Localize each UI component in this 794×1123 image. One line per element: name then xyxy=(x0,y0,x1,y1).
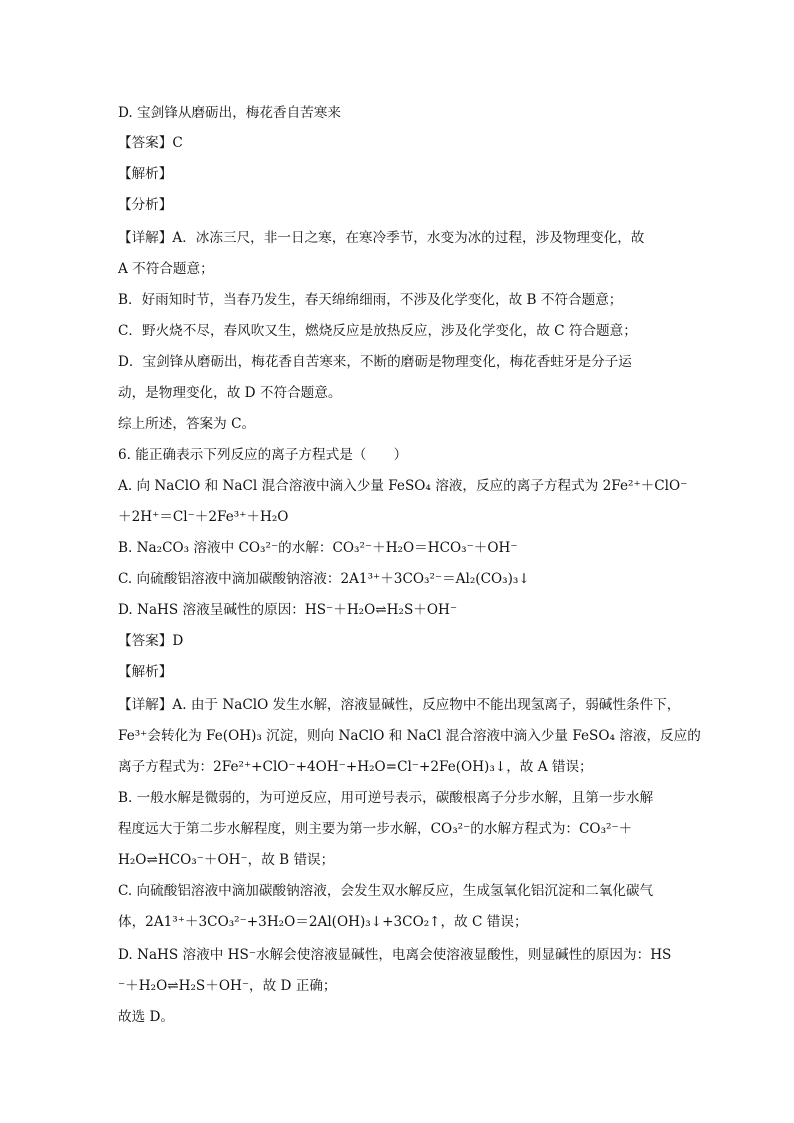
detail-a-cont: A 不符合题意； xyxy=(118,261,214,277)
q6-option-a-cont: ＋2H⁺＝Cl⁻＋2Fe³⁺＋H₂O xyxy=(118,509,289,525)
q6-detail-a-line1: 【详解】A. 由于 NaClO 发生水解，溶液显碱性，反应物中不能出现氢离子，弱碱性条件下， xyxy=(118,697,681,713)
detail-c-line: C．野火烧不尽，春风吹又生，燃烧反应是放热反应，涉及化学变化，故 C 符合题意； xyxy=(118,323,637,339)
q6-conclusion: 故选 D。 xyxy=(118,1009,175,1025)
q6-analysis-heading: 【解析】 xyxy=(118,664,173,680)
detail-b-line: B．好雨知时节，当春乃发生，春天绵绵细雨，不涉及化学变化，故 B 不符合题意； xyxy=(118,292,623,308)
q6-option-b: B. Na₂CO₃ 溶液中 CO₃²⁻的水解：CO₃²⁻＋H₂O＝HCO₃⁻＋OH⁻ xyxy=(118,540,518,556)
q6-detail-b-line3: H₂O⇌HCO₃⁻＋OH⁻，故 B 错误； xyxy=(118,852,335,868)
q6-answer-label: 【答案】D xyxy=(118,633,184,649)
q6-detail-a-line2: Fe³⁺会转化为 Fe(OH)₃ 沉淀，则向 NaClO 和 NaCl 混合溶液中滴入少量 FeSO₄ 溶液，反应的 xyxy=(118,728,701,744)
option-d-line: D. 宝剑锋从磨砺出，梅花香自苦寒来 xyxy=(118,105,341,121)
detail-a-line: 【详解】A．冰冻三尺，非一日之寒，在寒冷季节，水变为冰的过程，涉及物理变化，故 xyxy=(118,230,645,246)
q6-detail-a-line3: 离子方程式为：2Fe²⁺+ClO⁻+4OH⁻+H₂O=Cl⁻+2Fe(OH)₃↓，故 A 错误； xyxy=(118,759,593,775)
q6-option-a: A. 向 NaClO 和 NaCl 混合溶液中滴入少量 FeSO₄ 溶液，反应的离子方程式为 2Fe²⁺＋ClO⁻ xyxy=(118,478,688,494)
fenxi-heading: 【分析】 xyxy=(118,197,173,213)
answer-label: 【答案】C xyxy=(118,135,183,151)
question-6-title: 6. 能正确表示下列反应的离子方程式是（ ） xyxy=(118,447,408,463)
q6-detail-b-line1: B. 一般水解是微弱的，为可逆反应，用可逆号表示，碳酸根离子分步水解，且第一步水解 xyxy=(118,790,654,806)
q6-detail-d-line2: ⁻＋H₂O⇌H₂S＋OH⁻，故 D 正确； xyxy=(118,978,337,994)
q6-detail-c-line2: 体，2A1³⁺＋3CO₃²⁻+3H₂O＝2Al(OH)₃↓+3CO₂↑，故 C 错误； xyxy=(118,914,528,930)
detail-d-line: D．宝剑锋从磨砺出，梅花香自苦寒来，不断的磨砺是物理变化，梅花香蛀牙是分子运 xyxy=(118,354,632,370)
detail-d-cont: 动，是物理变化，故 D 不符合题意。 xyxy=(118,385,342,401)
q6-option-c: C. 向硫酸铝溶液中滴加碳酸钠溶液：2A1³⁺＋3CO₃²⁻＝Al₂(CO₃)₃↓ xyxy=(118,571,530,587)
q6-detail-d-line1: D. NaHS 溶液中 HS⁻水解会使溶液显碱性，电离会使溶液显酸性，则显碱性的原因为：HS xyxy=(118,947,672,963)
q6-detail-c-line1: C. 向硫酸铝溶液中滴加碳酸钠溶液，会发生双水解反应，生成氢氧化铝沉淀和二氧化碳气 xyxy=(118,883,654,899)
summary-line: 综上所述，答案为 C。 xyxy=(118,416,256,432)
q6-option-d: D. NaHS 溶液呈碱性的原因：HS⁻＋H₂O⇌H₂S＋OH⁻ xyxy=(118,602,458,618)
q6-detail-b-line2: 程度远大于第二步水解程度，则主要为第一步水解，CO₃²⁻的水解方程式为：CO₃²⁻＋ xyxy=(118,821,633,837)
analysis-heading: 【解析】 xyxy=(118,166,173,182)
